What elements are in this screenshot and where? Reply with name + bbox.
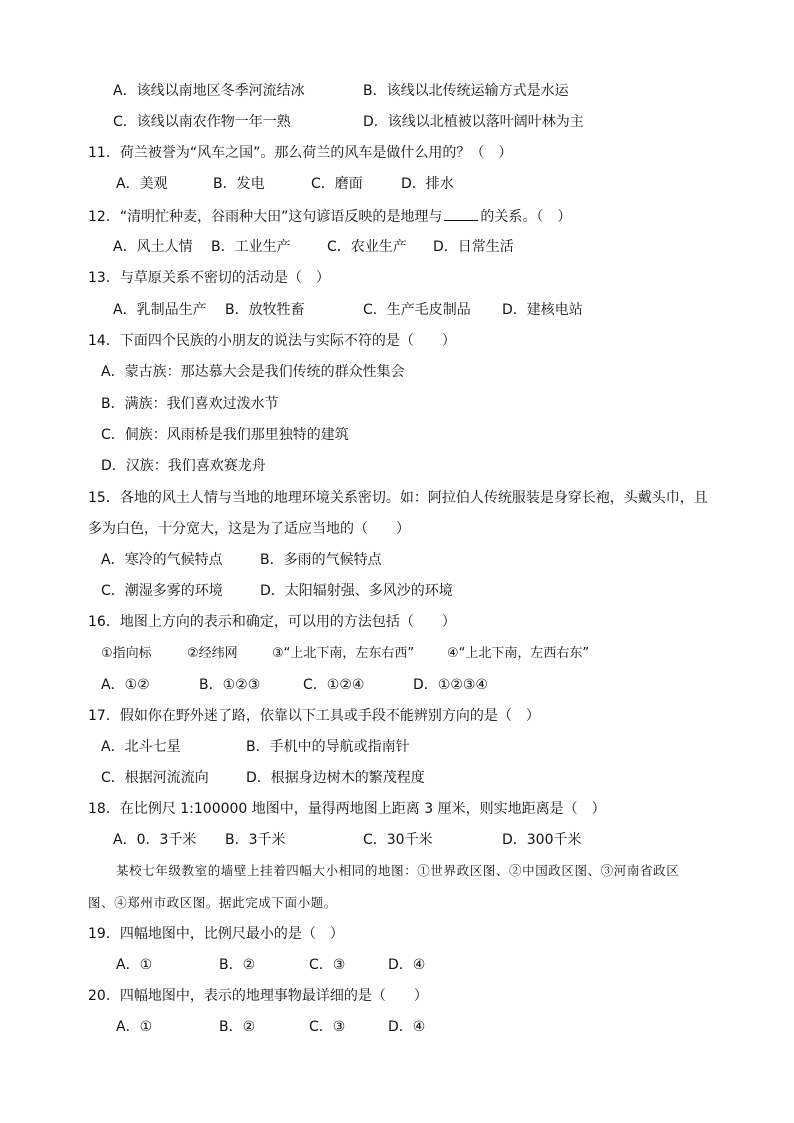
q11-options <box>0 174 794 194</box>
q16-statement-1: ①指向标 <box>101 646 152 661</box>
q15-option-c: C．潮湿多雾的环境 <box>101 583 223 599</box>
group-preamble-line1: 某校七年级教室的墙壁上挂着四幅大小相同的地图：①世界政区图、②中国政区图、③河南省政区 <box>116 863 680 878</box>
q13-option-b: B．放牧牲畜 <box>225 302 305 318</box>
q13-option-c: C．生产毛皮制品 <box>363 302 471 318</box>
q12-stem-before: 12．“清明忙种麦，谷雨种大田”这句谚语反映的是地理与 <box>88 209 443 225</box>
q10-option-a: A．该线以南地区冬季河流结冰 <box>113 83 305 99</box>
q12-stem-after: 的关系。（ ） <box>480 209 572 225</box>
q10-options-row1 <box>0 81 794 101</box>
q19-options <box>0 955 794 975</box>
q18-option-d: D．300千米 <box>502 832 582 848</box>
q12-blank <box>444 206 478 221</box>
q20-stem: 20．四幅地图中，表示的地理事物最详细的是（ ） <box>88 988 428 1004</box>
q11-option-a: A．美观 <box>116 176 168 192</box>
q16-option-a: A．①② <box>101 677 150 693</box>
q17-option-d: D．根据身边树木的繁茂程度 <box>246 770 425 786</box>
q11-option-b: B．发电 <box>213 176 265 192</box>
q16-option-b: B．①②③ <box>199 677 261 693</box>
q16-statement-3: ③“上北下南，左东右西” <box>272 646 415 661</box>
q16-options <box>0 675 794 695</box>
q19-option-d: D．④ <box>388 957 426 973</box>
q18-stem: 18．在比例尺 1:100000 地图中，量得两地图上距离 3 厘米，则实地距离是（ ） <box>88 801 606 817</box>
q10-option-d: D．该线以北植被以落叶阔叶林为主 <box>363 114 584 130</box>
q18-options <box>0 830 794 850</box>
q19-option-a: A．① <box>116 957 153 973</box>
q13-stem: 13．与草原关系不密切的活动是（ ） <box>88 270 330 286</box>
q20-options <box>0 1017 794 1037</box>
q16-option-c: C．①②④ <box>303 677 365 693</box>
q17-options-row2 <box>0 768 794 788</box>
q18-option-c: C．30千米 <box>363 832 433 848</box>
q14-stem: 14．下面四个民族的小朋友的说法与实际不符的是（ ） <box>88 333 456 349</box>
q12-option-b: B．工业生产 <box>211 239 291 255</box>
q15-stem-line1: 15．各地的风土人情与当地的地理环境关系密切。如：阿拉伯人传统服装是身穿长袍，头戴头巾，且 <box>88 490 708 506</box>
q20-option-d: D．④ <box>388 1019 426 1035</box>
q16-statements <box>0 644 794 664</box>
q19-option-b: B．② <box>219 957 256 973</box>
q20-option-b: B．② <box>219 1019 256 1035</box>
q10-option-c: C．该线以南农作物一年一熟 <box>113 114 291 130</box>
q15-stem-line2: 多为白色，十分宽大，这是为了适应当地的（ ） <box>88 521 410 537</box>
q11-option-c: C．磨面 <box>311 176 363 192</box>
q16-statement-4: ④“上北下南，左西右东” <box>447 646 590 661</box>
q16-statement-2: ②经纬网 <box>187 646 238 661</box>
q11-option-d: D．排水 <box>401 176 454 192</box>
q17-option-b: B．手机中的导航或指南针 <box>246 739 410 755</box>
q13-option-d: D．建核电站 <box>502 302 583 318</box>
q20-option-c: C．③ <box>309 1019 346 1035</box>
q12-option-d: D．日常生活 <box>433 239 514 255</box>
q18-option-b: B．3千米 <box>225 832 286 848</box>
q17-option-a: A．北斗七星 <box>101 739 181 755</box>
q14-option-c: C．侗族：风雨桥是我们那里独特的建筑 <box>101 427 349 443</box>
q16-option-d: D．①②③④ <box>413 677 488 693</box>
q12-option-c: C．农业生产 <box>327 239 407 255</box>
q15-option-b: B．多雨的气候特点 <box>260 552 382 568</box>
q20-option-a: A．① <box>116 1019 153 1035</box>
q12-stem <box>88 206 571 227</box>
group-preamble-line2: 图、④郑州市政区图。据此完成下面小题。 <box>88 895 337 910</box>
q16-stem: 16．地图上方向的表示和确定，可以用的方法包括（ ） <box>88 614 456 630</box>
q19-option-c: C．③ <box>309 957 346 973</box>
q17-options-row1 <box>0 737 794 757</box>
q19-stem: 19．四幅地图中，比例尺最小的是（ ） <box>88 926 344 942</box>
q15-option-d: D．太阳辐射强、多风沙的环境 <box>260 583 453 599</box>
q15-options-row2 <box>0 581 794 601</box>
q10-options-row2 <box>0 112 794 132</box>
q14-option-a: A．蒙古族：那达慕大会是我们传统的群众性集会 <box>101 364 405 380</box>
q15-options-row1 <box>0 550 794 570</box>
q15-option-a: A．寒冷的气候特点 <box>101 552 223 568</box>
q17-stem: 17．假如你在野外迷了路，依靠以下工具或手段不能辨别方向的是（ ） <box>88 708 540 724</box>
q18-option-a: A．0．3千米 <box>113 832 197 848</box>
q12-option-a: A．风土人情 <box>113 239 193 255</box>
q14-option-d: D．汉族：我们喜欢赛龙舟 <box>101 458 266 474</box>
q12-options <box>0 237 794 257</box>
q17-option-c: C．根据河流流向 <box>101 770 209 786</box>
q10-option-b: B．该线以北传统运输方式是水运 <box>363 83 569 99</box>
q11-stem: 11．荷兰被誉为“风车之国”。那么荷兰的风车是做什么用的？（ ） <box>88 145 513 161</box>
q13-options <box>0 300 794 320</box>
q13-option-a: A．乳制品生产 <box>113 302 207 318</box>
q14-option-b: B．满族：我们喜欢过泼水节 <box>101 396 279 412</box>
